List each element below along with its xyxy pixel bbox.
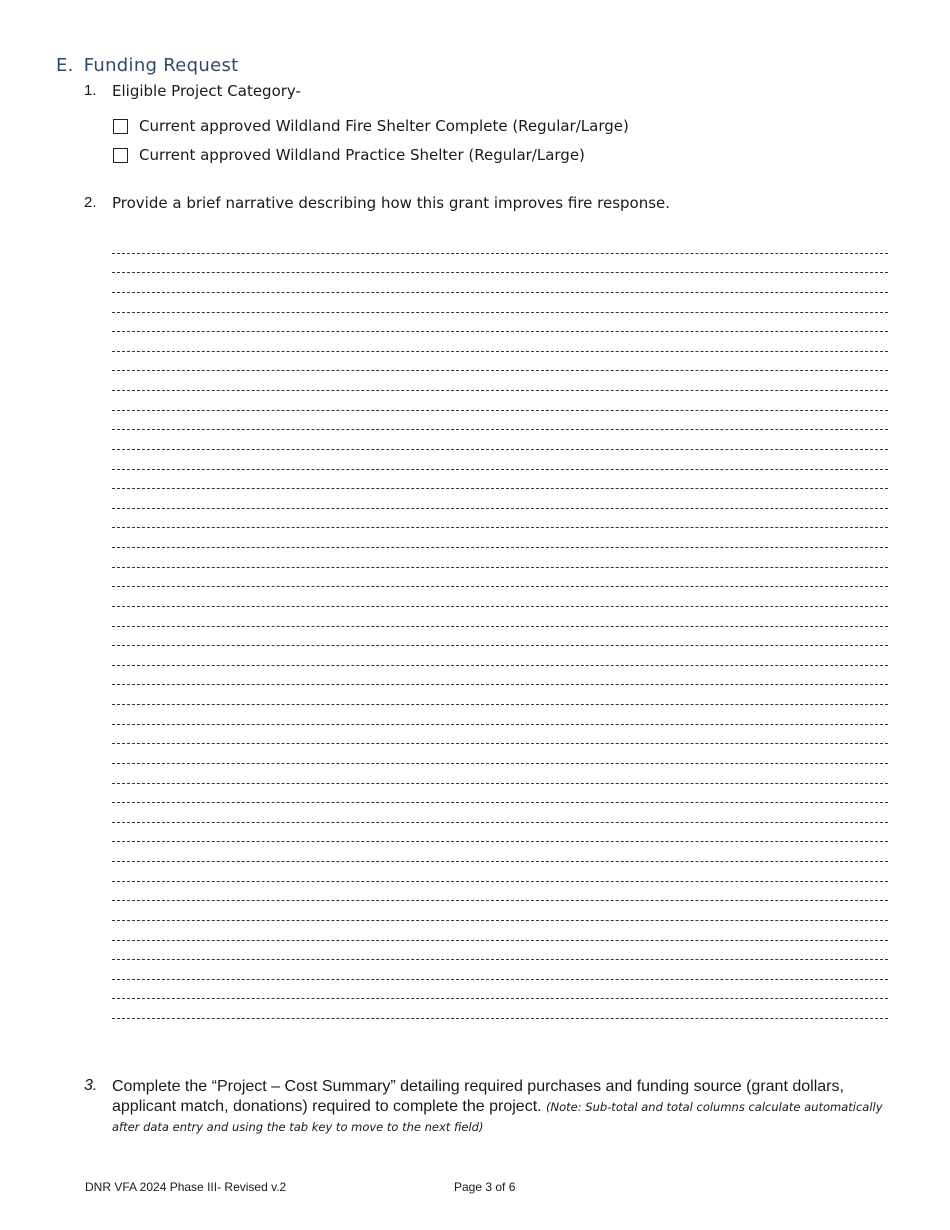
answer-line[interactable]	[112, 238, 888, 258]
answer-line[interactable]	[112, 572, 888, 592]
footer-document-id: DNR VFA 2024 Phase III- Revised v.2	[85, 1180, 287, 1194]
answer-line[interactable]	[112, 493, 888, 513]
option-label: Current approved Wildland Fire Shelter Complete (Regular/Large)	[139, 117, 629, 135]
answer-line[interactable]	[112, 474, 888, 494]
answer-line[interactable]	[112, 1003, 888, 1023]
option-label: Current approved Wildland Practice Shelter (Regular/Large)	[139, 146, 585, 164]
question-2-number: 2.	[84, 194, 97, 211]
answer-line[interactable]	[112, 317, 888, 337]
answer-line[interactable]	[112, 513, 888, 533]
answer-line[interactable]	[112, 748, 888, 768]
option-practice-shelter[interactable]	[113, 146, 585, 164]
question-3-note: (Note: Sub-total and total columns calculate automatically after data entry and using the tab key to move to the next field)	[112, 1100, 883, 1134]
question-3-body: Complete the “Project – Cost Summary” detailing required purchases and funding source (grant dollars, applicant match, donations) required to complete the project.	[112, 1078, 844, 1115]
answer-line[interactable]	[112, 846, 888, 866]
question-3-text	[112, 1077, 902, 1137]
answer-line[interactable]	[112, 591, 888, 611]
answer-line[interactable]	[112, 336, 888, 356]
narrative-answer-area[interactable]	[112, 238, 888, 1023]
answer-line[interactable]	[112, 356, 888, 376]
checkbox[interactable]	[113, 119, 128, 134]
section-heading	[56, 55, 239, 76]
answer-line[interactable]	[112, 454, 888, 474]
answer-line[interactable]	[112, 670, 888, 690]
section-letter: E.	[56, 55, 74, 76]
answer-line[interactable]	[112, 297, 888, 317]
answer-line[interactable]	[112, 964, 888, 984]
section-title: Funding Request	[83, 55, 239, 76]
answer-line[interactable]	[112, 807, 888, 827]
answer-line[interactable]	[112, 532, 888, 552]
answer-line[interactable]	[112, 709, 888, 729]
footer-page-number: Page 3 of 6	[454, 1180, 516, 1194]
answer-line[interactable]	[112, 277, 888, 297]
answer-line[interactable]	[112, 395, 888, 415]
answer-line[interactable]	[112, 258, 888, 278]
question-1-number: 1.	[84, 82, 97, 99]
answer-line[interactable]	[112, 984, 888, 1004]
checkbox[interactable]	[113, 148, 128, 163]
answer-line[interactable]	[112, 611, 888, 631]
answer-line[interactable]	[112, 375, 888, 395]
answer-line[interactable]	[112, 650, 888, 670]
answer-line[interactable]	[112, 925, 888, 945]
answer-line[interactable]	[112, 768, 888, 788]
option-fire-shelter-complete[interactable]	[113, 117, 629, 135]
answer-line[interactable]	[112, 905, 888, 925]
answer-line[interactable]	[112, 827, 888, 847]
question-2-text: Provide a brief narrative describing how this grant improves fire response.	[112, 194, 671, 212]
answer-line[interactable]	[112, 866, 888, 886]
answer-line[interactable]	[112, 788, 888, 808]
answer-line[interactable]	[112, 729, 888, 749]
answer-line[interactable]	[112, 415, 888, 435]
answer-line[interactable]	[112, 945, 888, 965]
answer-line[interactable]	[112, 631, 888, 651]
question-1-text: Eligible Project Category-	[112, 82, 301, 100]
answer-line[interactable]	[112, 886, 888, 906]
answer-line[interactable]	[112, 434, 888, 454]
answer-line[interactable]	[112, 552, 888, 572]
question-3-number: 3.	[84, 1077, 98, 1094]
answer-line[interactable]	[112, 689, 888, 709]
